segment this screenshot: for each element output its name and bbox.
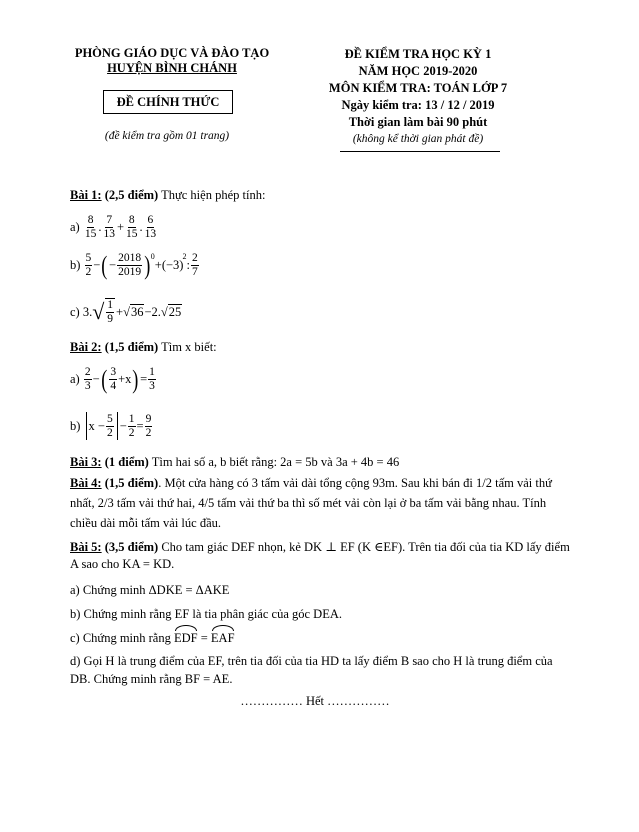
header-rule <box>340 151 500 152</box>
radical-sign: √ <box>92 299 105 324</box>
radical-sign: √ <box>160 304 168 319</box>
bai5-label: Bài 5: <box>70 540 102 554</box>
denominator: 3 <box>84 380 91 392</box>
fraction <box>84 214 98 241</box>
fraction <box>148 366 156 393</box>
numerator: 3 <box>110 366 117 378</box>
denominator: 2 <box>145 426 152 439</box>
numerator: 2 <box>84 366 91 378</box>
numerator: 2018 <box>118 252 142 264</box>
dot: . <box>98 220 102 234</box>
fraction <box>117 252 142 279</box>
bai5-points: (3,5 điểm) <box>101 540 159 554</box>
bai1-b-label: b) <box>70 258 81 272</box>
numerator: 2 <box>191 252 198 264</box>
denominator: 13 <box>103 228 115 240</box>
bai5-b: b) Chứng minh rằng EF là tia phân giác của góc DEA. <box>70 607 342 621</box>
official-stamp: ĐỀ CHÍNH THỨC <box>103 90 233 114</box>
numerator: 7 <box>106 214 113 226</box>
denominator: 2 <box>128 426 135 439</box>
denominator: 15 <box>84 228 97 240</box>
duration-note: (không kể thời gian phát đề) <box>352 133 484 145</box>
bai1-c <box>70 298 182 326</box>
denominator: 9 <box>107 313 114 325</box>
radical-sign: √ <box>123 304 130 319</box>
bai4-points: (1,5 điểm) <box>101 476 159 490</box>
fraction <box>84 366 92 393</box>
minus: − <box>92 372 100 386</box>
bai3-label: Bài 3: <box>70 455 102 469</box>
fraction <box>144 214 158 241</box>
bai5-c-text: c) Chứng minh rằng <box>70 631 174 645</box>
numerator: 6 <box>147 214 154 226</box>
department-name: PHÒNG GIÁO DỤC VÀ ĐÀO TẠO <box>74 46 270 60</box>
exponent: 0 <box>150 252 155 261</box>
subject: MÔN KIỂM TRA: TOÁN LỚP 7 <box>328 81 508 95</box>
abs-bar <box>86 412 87 440</box>
bai5-c <box>70 628 570 648</box>
denominator: 7 <box>191 266 198 278</box>
bai2-b <box>70 412 153 440</box>
minus: − <box>93 258 101 272</box>
equals: = <box>136 418 144 433</box>
duration: Thời gian làm bài 90 phút <box>348 115 488 129</box>
bai5-d: d) Gọi H là trung điểm của EF, trên tia đối của tia HD ta lấy điểm B sao cho H là trung điểm của DB. Chứng minh rằng BF = AE. <box>70 654 553 686</box>
fraction <box>191 252 199 279</box>
sqrt <box>123 304 144 320</box>
bai2-points: (1,5 điểm) <box>101 340 159 354</box>
fraction <box>85 252 93 279</box>
bai1-c-label: c) <box>70 304 80 319</box>
bai3-text: Tìm hai số a, b biết rằng: 2a = 5b và 3a + 4b = 46 <box>148 455 400 469</box>
bai1-b <box>70 252 200 279</box>
denominator: 13 <box>144 228 157 240</box>
radicand: 36 <box>130 305 144 319</box>
coefficient: 3. <box>82 304 93 319</box>
fraction <box>145 413 153 440</box>
bai2-b-label: b) <box>70 418 81 433</box>
right-paren: ) <box>144 250 151 280</box>
colon: : <box>186 258 190 272</box>
angle-eaf: EAF <box>211 628 235 648</box>
numerator: 1 <box>128 412 135 425</box>
bai1-a-label: a) <box>70 220 80 234</box>
plus: + <box>116 220 125 234</box>
equals: = <box>140 372 148 386</box>
bai3 <box>70 452 570 472</box>
bai4-text: . Một cửa hàng có 3 tấm vải dài tổng cộng 93m. Sau khi bán đi 1/2 tấm vải thứ nhất, 2/3 tấm vải thứ hai, 4/5 tấm vải thứ ba thì số mét vải còn lại ở ba tấm vải bằng nhau. Tính chiều dài mỗi tấm vải lúc đầu. <box>70 476 552 530</box>
numerator: 1 <box>107 299 114 311</box>
bai3-points: (1 điểm) <box>101 455 149 469</box>
bai2-a-label: a) <box>70 372 80 386</box>
sqrt <box>92 298 116 326</box>
numerator: 5 <box>106 412 113 425</box>
bai4 <box>70 473 570 533</box>
denominator: 2 <box>85 266 92 278</box>
bai5-a: a) Chứng minh ΔDKE = ΔAKE <box>70 583 230 597</box>
district-name-text: HUYỆN BÌNH CHÁNH <box>107 61 237 75</box>
abs-bar <box>117 412 118 440</box>
end-marker: …………… Hết …………… <box>240 694 390 708</box>
angle-edf: EDF <box>174 628 198 648</box>
dot: . <box>139 220 143 234</box>
fraction <box>109 366 117 393</box>
bai2-label: Bài 2: <box>70 340 102 354</box>
numerator: 5 <box>85 252 92 264</box>
bai1-points: (2,5 điểm) <box>101 188 159 202</box>
denominator: 2 <box>106 426 113 439</box>
numerator: 8 <box>128 214 135 226</box>
bai2-text: Tìm x biết: <box>158 340 217 354</box>
denominator: 2019 <box>118 266 142 278</box>
denominator: 4 <box>110 380 117 392</box>
bai1-heading <box>70 188 265 203</box>
bai1-text: Thực hiện phép tính: <box>158 188 266 202</box>
equals: = <box>197 631 211 645</box>
right-paren: ) <box>132 364 139 394</box>
term: −2. <box>144 304 161 319</box>
pages-note: (đề kiểm tra gồm 01 trang) <box>104 130 230 142</box>
term: +x <box>118 372 132 386</box>
fraction <box>102 214 116 241</box>
radicand: 25 <box>168 305 182 319</box>
minus: − <box>119 418 127 433</box>
bai4-label: Bài 4: <box>70 476 102 490</box>
fraction <box>105 298 115 326</box>
fraction <box>128 413 136 440</box>
left-paren: ( <box>101 250 108 280</box>
left-paren: ( <box>100 364 108 394</box>
bai2-a <box>70 366 157 393</box>
bai1-label: Bài 1: <box>70 188 102 202</box>
minus: − <box>109 258 117 272</box>
bai5-text: Cho tam giác DEF nhọn, kẻ DK ⊥ EF (K ∈EF). Trên tia đối của tia KD lấy điểm A sao cho KA = KD. <box>70 540 570 571</box>
bai1-a <box>70 214 158 241</box>
fraction <box>106 413 114 440</box>
denominator: 15 <box>126 228 138 240</box>
plus: + <box>116 304 124 319</box>
denominator: 3 <box>149 380 155 392</box>
exam-title: ĐỀ KIỂM TRA HỌC KỲ 1 <box>344 47 492 61</box>
bai5 <box>70 539 570 573</box>
numerator: 1 <box>149 366 155 378</box>
district-name <box>62 61 282 76</box>
exam-date: Ngày kiểm tra: 13 / 12 / 2019 <box>341 98 495 112</box>
term: x − <box>88 418 105 433</box>
bai2-heading <box>70 340 217 355</box>
numerator: 9 <box>145 412 152 425</box>
sqrt <box>161 304 182 320</box>
numerator: 8 <box>87 214 94 226</box>
school-year: NĂM HỌC 2019-2020 <box>358 64 478 78</box>
fraction <box>125 214 139 241</box>
exponent: 2 <box>182 252 187 261</box>
term: +(−3) <box>154 258 184 272</box>
